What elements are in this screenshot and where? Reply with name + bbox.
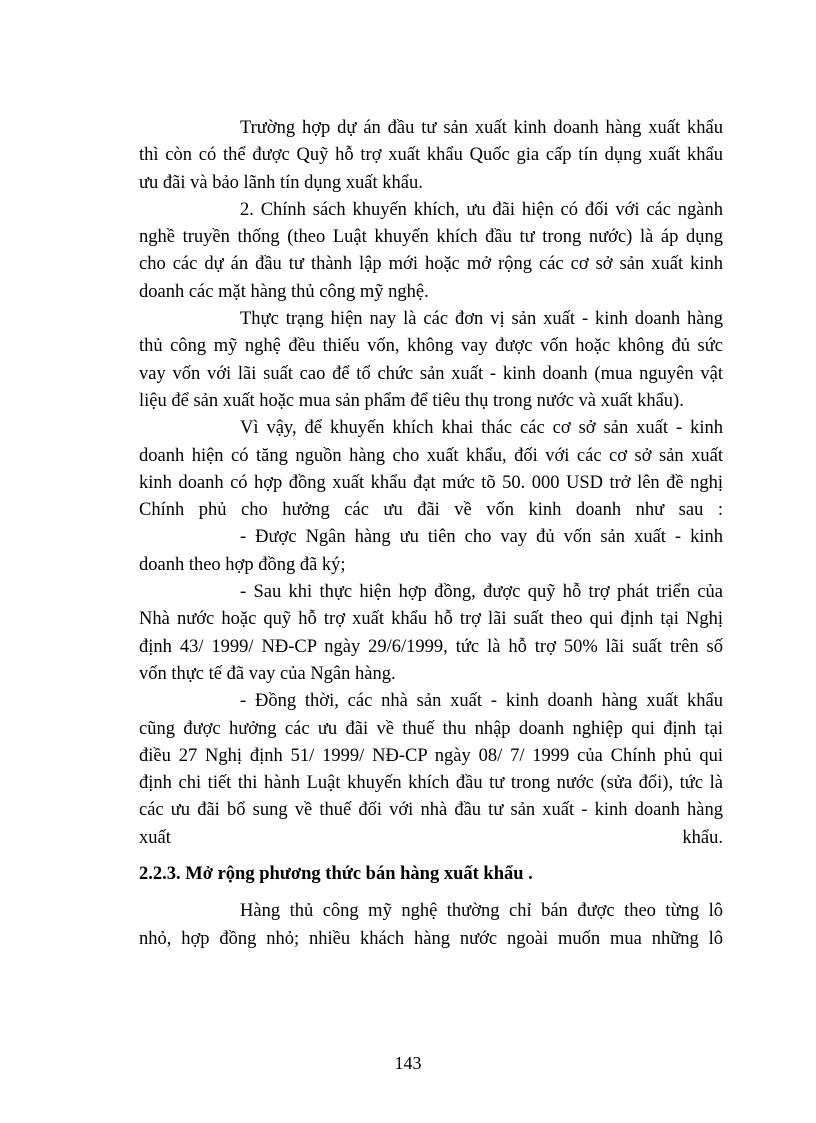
paragraph-current-situation	[139, 306, 723, 415]
paragraph-export-credit	[139, 115, 723, 197]
text-line: - Đồng thời, các nhà sản xuất - kinh doanh hàng xuất khẩu	[240, 691, 723, 712]
page-number: 143	[394, 1053, 422, 1073]
text-line: Thực trạng hiện nay là các đơn vị sản xuất - kinh doanh hàng	[240, 309, 723, 330]
text-line: kinh doanh có hợp đồng xuất khẩu đạt mức tõ 50. 000 USD trở lên đề nghị	[139, 472, 723, 493]
text-line: 2. Chính sách khuyến khích, ưu đãi hiện có đối với các ngành	[240, 199, 723, 220]
text-line: doanh theo hợp đồng đã ký;	[139, 554, 346, 575]
text-line: nghề truyền thống (theo Luật khuyến khích đầu tư trong nước) là áp dụng	[139, 227, 723, 248]
text-line: Nhà nước hoặc quỹ hỗ trợ xuất khẩu hỗ trợ lãi suất theo qui định tại Nghị	[139, 609, 723, 630]
text-line: cho các dự án đầu tư thành lập mới hoặc mở rộng các cơ sở sản xuất kinh	[139, 254, 723, 275]
text-line: vốn thực tế đã vay của Ngân hàng.	[139, 663, 396, 684]
text-line: Hàng thủ công mỹ nghệ thường chỉ bán được theo từng lô	[240, 901, 723, 922]
text-line: - Được Ngân hàng ưu tiên cho vay đủ vốn sản xuất - kinh	[240, 527, 723, 548]
text-line: cũng được hưởng các ưu đãi về thuế thu nhập doanh nghiệp qui định tại	[139, 718, 723, 739]
paragraph-bank-loan	[139, 524, 723, 579]
text-line: liệu để sản xuất hoặc mua sản phẩm để tiêu thụ trong nước và xuất khẩu).	[139, 390, 684, 411]
paragraph-tax-incentives	[139, 688, 723, 852]
text-line: Vì vậy, để khuyến khích khai thác các cơ sở sản xuất - kinh	[240, 418, 723, 439]
text-line: định 43/ 1999/ NĐ-CP ngày 29/6/1999, tức là hỗ trợ 50% lãi suất trên số	[139, 636, 723, 657]
section-heading: 2.2.3. Mở rộng phương thức bán hàng xuất khẩu .	[139, 864, 533, 885]
text-line: thủ công mỹ nghệ đều thiếu vốn, không vay được vốn hoặc không đủ sức	[139, 336, 723, 357]
text-line: xuất khẩu.	[139, 827, 723, 848]
text-line: thì còn có thể được Quỹ hỗ trợ xuất khẩu Quốc gia cấp tín dụng xuất khẩu	[139, 145, 723, 166]
text-line: doanh các mặt hàng thủ công mỹ nghệ.	[139, 281, 429, 302]
paragraph-proposal	[139, 415, 723, 524]
text-line: nhỏ, hợp đồng nhỏ; nhiều khách hàng nước ngoài muốn mua những lô	[139, 928, 723, 949]
text-line: định chi tiết thi hành Luật khuyến khích đầu tư trong nước (sửa đổi), tức là	[139, 773, 723, 794]
paragraph-interest-support	[139, 579, 723, 688]
paragraph-handicraft-sales	[139, 898, 723, 953]
paragraph-incentive-policy	[139, 197, 723, 306]
text-line: vay vốn với lãi suất cao để tổ chức sản xuất - kinh doanh (mua nguyên vật	[139, 363, 723, 384]
text-line: các ưu đãi bổ sung về thuế đối với nhà đầu tư sản xuất - kinh doanh hàng	[139, 800, 723, 821]
text-line: điều 27 Nghị định 51/ 1999/ NĐ-CP ngày 08/ 7/ 1999 của Chính phủ qui	[139, 745, 723, 766]
text-line: ưu đãi và bảo lãnh tín dụng xuất khẩu.	[139, 172, 423, 193]
text-line: Trường hợp dự án đầu tư sản xuất kinh doanh hàng xuất khẩu	[240, 118, 723, 138]
text-line: Chính phủ cho hưởng các ưu đãi về vốn kinh doanh như sau :	[139, 500, 723, 521]
text-line: - Sau khi thực hiện hợp đồng, được quỹ hỗ trợ phát triển của	[240, 582, 723, 603]
document-body	[139, 115, 723, 953]
text-line: doanh hiện có tăng nguồn hàng cho xuất khẩu, đối với các cơ sở sản xuất	[139, 445, 723, 466]
